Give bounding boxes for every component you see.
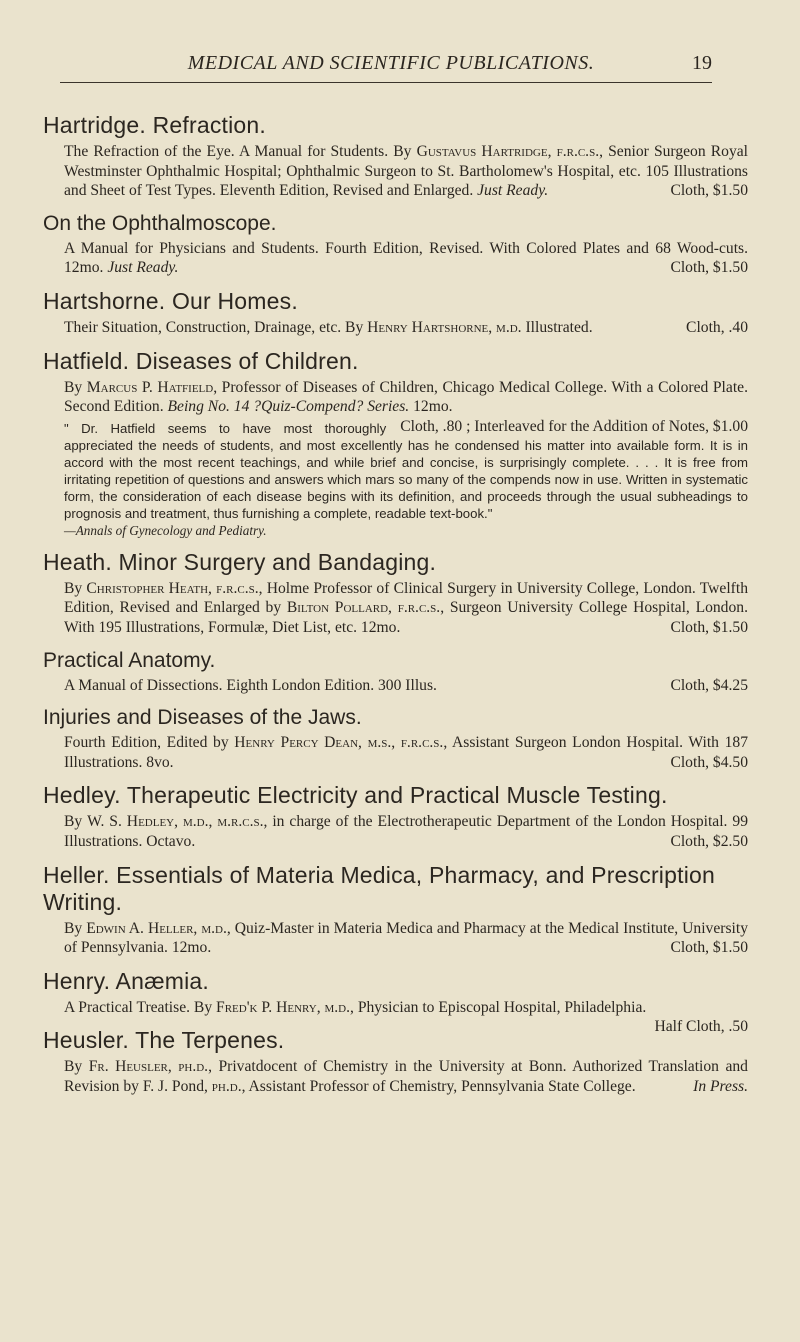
entry-author: Fr. Heusler, ph.d. bbox=[88, 1058, 209, 1076]
entry-heading: On the Ophthalmoscope. bbox=[43, 211, 277, 235]
entry-heading: Practical Anatomy. bbox=[43, 648, 216, 672]
header-rule bbox=[60, 82, 712, 83]
entry-description bbox=[64, 676, 748, 696]
entry-heading: Heller. Essentials of Materia Medica, Pharmacy, and Prescription Writing. bbox=[43, 861, 715, 915]
entry-author: Fred'k P. Henry, m.d. bbox=[216, 998, 351, 1016]
entry-heading: Injuries and Diseases of the Jaws. bbox=[43, 706, 362, 730]
entry-text: , Physician to Episcopal Hospital, Philadelphia. bbox=[350, 998, 647, 1016]
entry-heading: Heath. Minor Surgery and Bandaging. bbox=[43, 548, 437, 575]
entry-text: By bbox=[64, 579, 87, 597]
entry-description bbox=[64, 142, 748, 201]
entry-heading: Heusler. The Terpenes. bbox=[43, 1027, 285, 1054]
catalog-entry-practical-anatomy bbox=[43, 648, 748, 696]
entry-price: Cloth, $4.25 bbox=[670, 676, 748, 694]
quote-source: —Annals of Gynecology and Pediatry. bbox=[64, 522, 267, 538]
entry-heading: Henry. Anæmia. bbox=[43, 967, 209, 994]
catalog-entry-ophthalmoscope bbox=[43, 211, 748, 278]
entry-author: Henry Percy Dean, m.s., f.r.c.s. bbox=[234, 734, 444, 752]
entry-text: By bbox=[64, 919, 87, 937]
entry-price: Cloth, $1.50 bbox=[670, 939, 748, 957]
catalog-entry-heller-materia-medica bbox=[43, 862, 748, 958]
entry-text: Fourth Edition, Edited by bbox=[64, 734, 235, 752]
entry-text: Illustrated. bbox=[521, 318, 593, 336]
entry-heading: Hedley. Therapeutic Electricity and Practical Muscle Testing. bbox=[43, 782, 668, 809]
entry-text: A Manual of Dissections. Eighth London Edition. 300 Illus. bbox=[64, 676, 437, 694]
entry-text: A Practical Treatise. By bbox=[64, 998, 217, 1016]
quote-text: " Dr. Hatfield seems to have most thoroughly appreciated the needs of students, and most excellently has he condensed his matter into available form. It is in accord with the most recent teachings, and while brief and concise, is surprisingly complete. . . . It is free from irritating repetition of questions and answers which mars so many of the compends now in use. Written in systematic form, the consideration of each disease begins with its definition, and proceeds through the usual subheadings to prognosis and treatment, thus furnishing a complete, readable text-book." bbox=[64, 420, 748, 521]
entry-text: By bbox=[64, 1058, 89, 1076]
entry-heading: Hartshorne. Our Homes. bbox=[43, 287, 298, 314]
entry-heading: Hatfield. Diseases of Children. bbox=[43, 347, 359, 374]
entry-description bbox=[64, 1057, 748, 1096]
entry-editor: Bilton Pollard, f.r.c.s. bbox=[286, 599, 441, 617]
entry-text: , Holme Professor of Clinical Surgery in University College, London. Twelfth Edition, Revised and Enlarged by bbox=[64, 579, 748, 617]
entry-author: Henry Hartshorne, m.d. bbox=[367, 318, 522, 336]
entry-series: Being No. 14 ?Quiz-Compend? Series. bbox=[167, 398, 410, 416]
running-header bbox=[60, 52, 712, 88]
entry-price: Cloth, $4.50 bbox=[670, 753, 748, 771]
entry-price: Cloth, $1.50 bbox=[670, 259, 748, 277]
entry-price: Cloth, $1.50 bbox=[670, 182, 748, 200]
entry-description bbox=[64, 318, 748, 338]
entry-description bbox=[64, 998, 748, 1036]
catalog-entry-hedley-electricity bbox=[43, 782, 748, 851]
entry-text: Their Situation, Construction, Drainage, etc. By bbox=[64, 318, 368, 336]
entry-text: 12mo. bbox=[409, 398, 453, 416]
catalog-entry-henry-anaemia bbox=[43, 967, 748, 1036]
catalog-entry-hartridge-refraction bbox=[43, 112, 748, 201]
entry-heading: Hartridge. Refraction. bbox=[43, 112, 266, 138]
entry-description bbox=[64, 733, 748, 772]
entry-text: , Quiz-Master in Materia Medica and Pharmacy at the Medical Institute, University of Pennsylvania. 12mo. bbox=[64, 919, 748, 957]
entry-description bbox=[64, 579, 748, 638]
entry-description bbox=[64, 812, 748, 851]
catalog-entries bbox=[43, 112, 748, 1106]
entry-author: W. S. Hedley, m.d., m.r.c.s. bbox=[87, 813, 264, 831]
entry-text: , Assistant Professor of Chemistry, Pennsylvania State College. bbox=[241, 1077, 636, 1095]
entry-text: , Professor of Diseases of Children, Chicago Medical College. With a Colored Plate. Second Edition. bbox=[64, 378, 748, 416]
entry-description bbox=[64, 919, 748, 958]
page-number: 19 bbox=[692, 52, 712, 74]
catalog-entry-hartshorne-homes bbox=[43, 288, 748, 338]
entry-editor: ph.d. bbox=[211, 1077, 242, 1095]
entry-price: Cloth, $2.50 bbox=[670, 832, 748, 850]
entry-text: By bbox=[64, 813, 88, 831]
running-title: MEDICAL AND SCIENTIFIC PUBLICATIONS. bbox=[187, 52, 595, 74]
entry-text: , Surgeon University College Hospital, London. With 195 Illustrations, Formulæ, Diet List, etc. 12mo. bbox=[64, 599, 748, 636]
catalog-entry-hatfield-children bbox=[43, 348, 748, 539]
entry-author: Edwin A. Heller, m.d. bbox=[86, 919, 227, 937]
entry-text: , Privatdocent of Chemistry in the University at Bonn. Authorized Translation and Revision by F. J. Pond, bbox=[64, 1058, 748, 1095]
entry-price: Half Cloth, .50 bbox=[654, 1018, 748, 1036]
entry-text: A Manual for Physicians and Students. Fourth Edition, Revised. With Colored Plates and 68 Wood-cuts. 12mo. bbox=[64, 239, 748, 277]
catalog-entry-jaws bbox=[43, 705, 748, 772]
entry-text: By bbox=[64, 378, 87, 396]
entry-author: Gustavus Hartridge, f.r.c.s. bbox=[416, 143, 600, 160]
entry-text: , Assistant Surgeon London Hospital. With 187 Illustrations. 8vo. bbox=[64, 734, 749, 771]
entry-price: Cloth, .80 ; Interleaved for the Addition of Notes, $1.00 bbox=[400, 417, 748, 435]
catalog-entry-heath-minor-surgery bbox=[43, 549, 748, 638]
entry-text: , in charge of the Electrotherapeutic Department of the London Hospital. 99 Illustrations. Octavo. bbox=[64, 813, 748, 850]
entry-price: In Press. bbox=[693, 1077, 748, 1095]
entry-author: Marcus P. Hatfield bbox=[86, 378, 214, 396]
entry-description bbox=[64, 378, 748, 435]
entry-description bbox=[64, 239, 748, 278]
catalog-entry-heusler-terpenes bbox=[43, 1027, 748, 1096]
entry-price: Cloth, .40 bbox=[686, 318, 748, 336]
entry-status: Just Ready. bbox=[107, 259, 179, 277]
entry-price: Cloth, $1.50 bbox=[670, 618, 748, 636]
entry-text: , Senior Surgeon Royal Westminster Ophthalmic Hospital; Ophthalmic Surgeon to St. Bartholomew's Hospital, etc. 105 Illustrations and Sheet of Test Types. Eleventh Edition, Revised and Enlarged. bbox=[64, 143, 749, 200]
review-quote bbox=[64, 420, 748, 539]
entry-author: Christopher Heath, f.r.c.s. bbox=[86, 579, 259, 597]
entry-status: Just Ready. bbox=[477, 182, 549, 200]
entry-text: The Refraction of the Eye. A Manual for Students. By bbox=[64, 143, 417, 160]
